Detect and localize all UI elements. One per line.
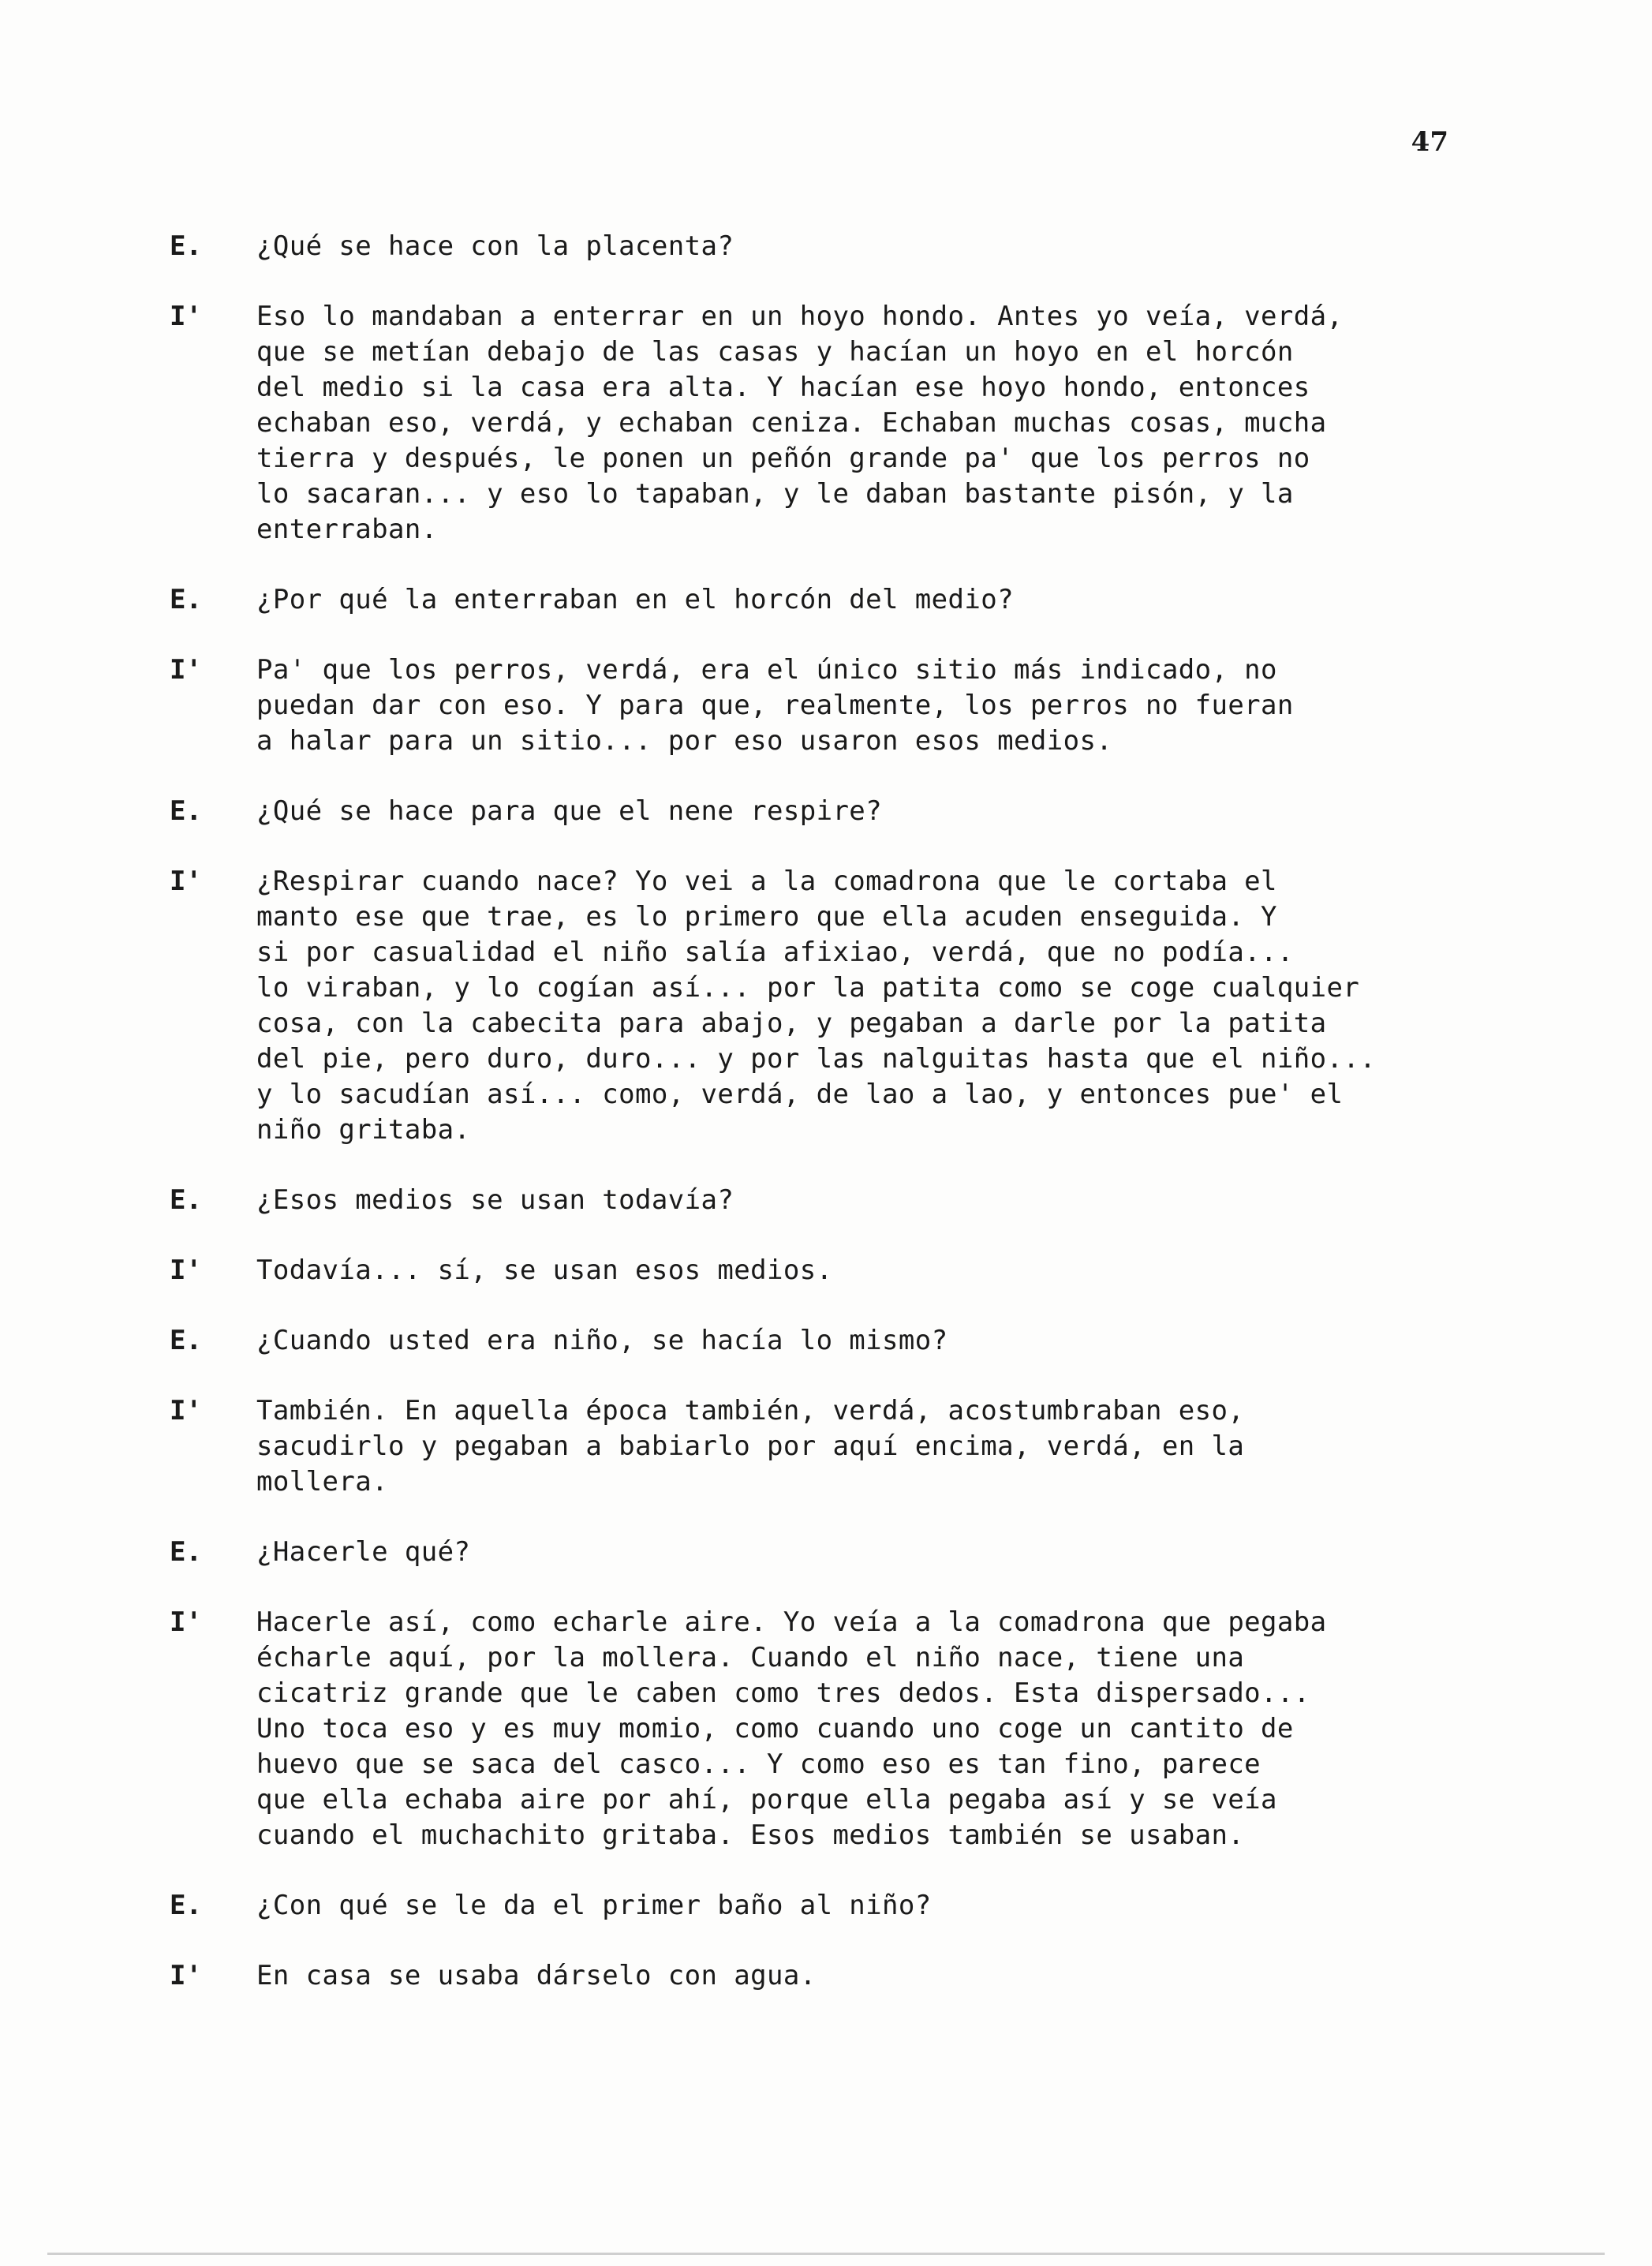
speaker-label: E. [170,230,202,262]
transcript-turn [170,864,1471,1148]
transcript-turn [170,1605,1471,1853]
speaker-label: E. [170,1184,202,1216]
speaker-label: I' [170,1395,202,1427]
speaker-label: I' [170,866,202,897]
speaker-label: I' [170,1606,202,1638]
transcript-turn [170,299,1471,548]
transcript-turn [170,1393,1471,1500]
utterance-text: ¿Por qué la enterraban en el horcón del medio? [256,584,1015,615]
page-number: 47 [1411,126,1448,158]
speaker-label: I' [170,1255,202,1286]
speaker-label: I' [170,1960,202,1991]
utterance-text: Eso lo mandaban a enterrar en un hoyo hondo. Antes yo veía, verdá, que se metían debajo de las casas y hacían un hoyo en el horcón del medio si la casa era alta. Y hacían ese hoyo hondo, entonces echaban eso, verdá, y echaban ceniza. Echaban muchas cosas, mucha tierra y después, le ponen un peñón grande pa' que los perros no lo sacaran... y eso lo tapaban, y le daban bastante pisón, y la enterraban. [256,301,1344,545]
transcript-turn [170,1958,1471,1994]
utterance-text: Todavía... sí, se usan esos medios. [256,1255,833,1286]
utterance-text: ¿Hacerle qué? [256,1536,471,1568]
transcript-turn [170,653,1471,759]
utterance-text: En casa se usaba dárselo con agua. [256,1960,817,1991]
transcript-turn [170,1323,1471,1359]
utterance-text: ¿Qué se hace con la placenta? [256,230,734,262]
utterance-text: Hacerle así, como echarle aire. Yo veía a la comadrona que pegaba écharle aquí, por la mollera. Cuando el niño nace, tiene una cicatriz grande que le caben como tres dedos. Esta dispersado... Uno toca eso y es muy momio, como cuando uno coge un cantito de huevo que se saca del casco... Y como eso es tan fino, parece que ella echaba aire por ahí, porque ella pegaba así y se veía cuando el muchachito gritaba. Esos medios también se usaban. [256,1606,1327,1851]
speaker-label: E. [170,1325,202,1356]
transcript-turn [170,1535,1471,1570]
transcript-turn [170,1888,1471,1924]
utterance-text: También. En aquella época también, verdá, acostumbraban eso, sacudirlo y pegaban a babiarlo por aquí encima, verdá, en la mollera. [256,1395,1245,1498]
speaker-label: E. [170,795,202,827]
speaker-label: E. [170,1536,202,1568]
utterance-text: ¿Qué se hace para que el nene respire? [256,795,883,827]
interview-transcript [170,229,1471,2029]
page-bottom-edge [47,2253,1605,2255]
utterance-text: ¿Respirar cuando nace? Yo vei a la comadrona que le cortaba el manto ese que trae, es lo primero que ella acuden enseguida. Y si por casualidad el niño salía afixiao, verdá, que no podía... lo viraban, y lo cogían así... por la patita como se coge cualquier cosa, con la cabecita para abajo, y pegaban a darle por la patita del pie, pero duro, duro... y por las nalguitas hasta que el niño... y lo sacudían así... como, verdá, de lao a lao, y entonces pue' el niño gritaba. [256,866,1377,1146]
speaker-label: E. [170,1890,202,1921]
speaker-label: I' [170,654,202,686]
transcript-turn [170,1183,1471,1218]
transcript-turn [170,229,1471,264]
utterance-text: Pa' que los perros, verdá, era el único sitio más indicado, no puedan dar con eso. Y para que, realmente, los perros no fueran a halar para un sitio... por eso usaron esos medios. [256,654,1294,757]
transcript-turn [170,582,1471,618]
utterance-text: ¿Con qué se le da el primer baño al niño? [256,1890,932,1921]
transcript-turn [170,1253,1471,1288]
speaker-label: I' [170,301,202,332]
utterance-text: ¿Esos medios se usan todavía? [256,1184,734,1216]
utterance-text: ¿Cuando usted era niño, se hacía lo mismo? [256,1325,948,1356]
speaker-label: E. [170,584,202,615]
transcript-turn [170,794,1471,829]
